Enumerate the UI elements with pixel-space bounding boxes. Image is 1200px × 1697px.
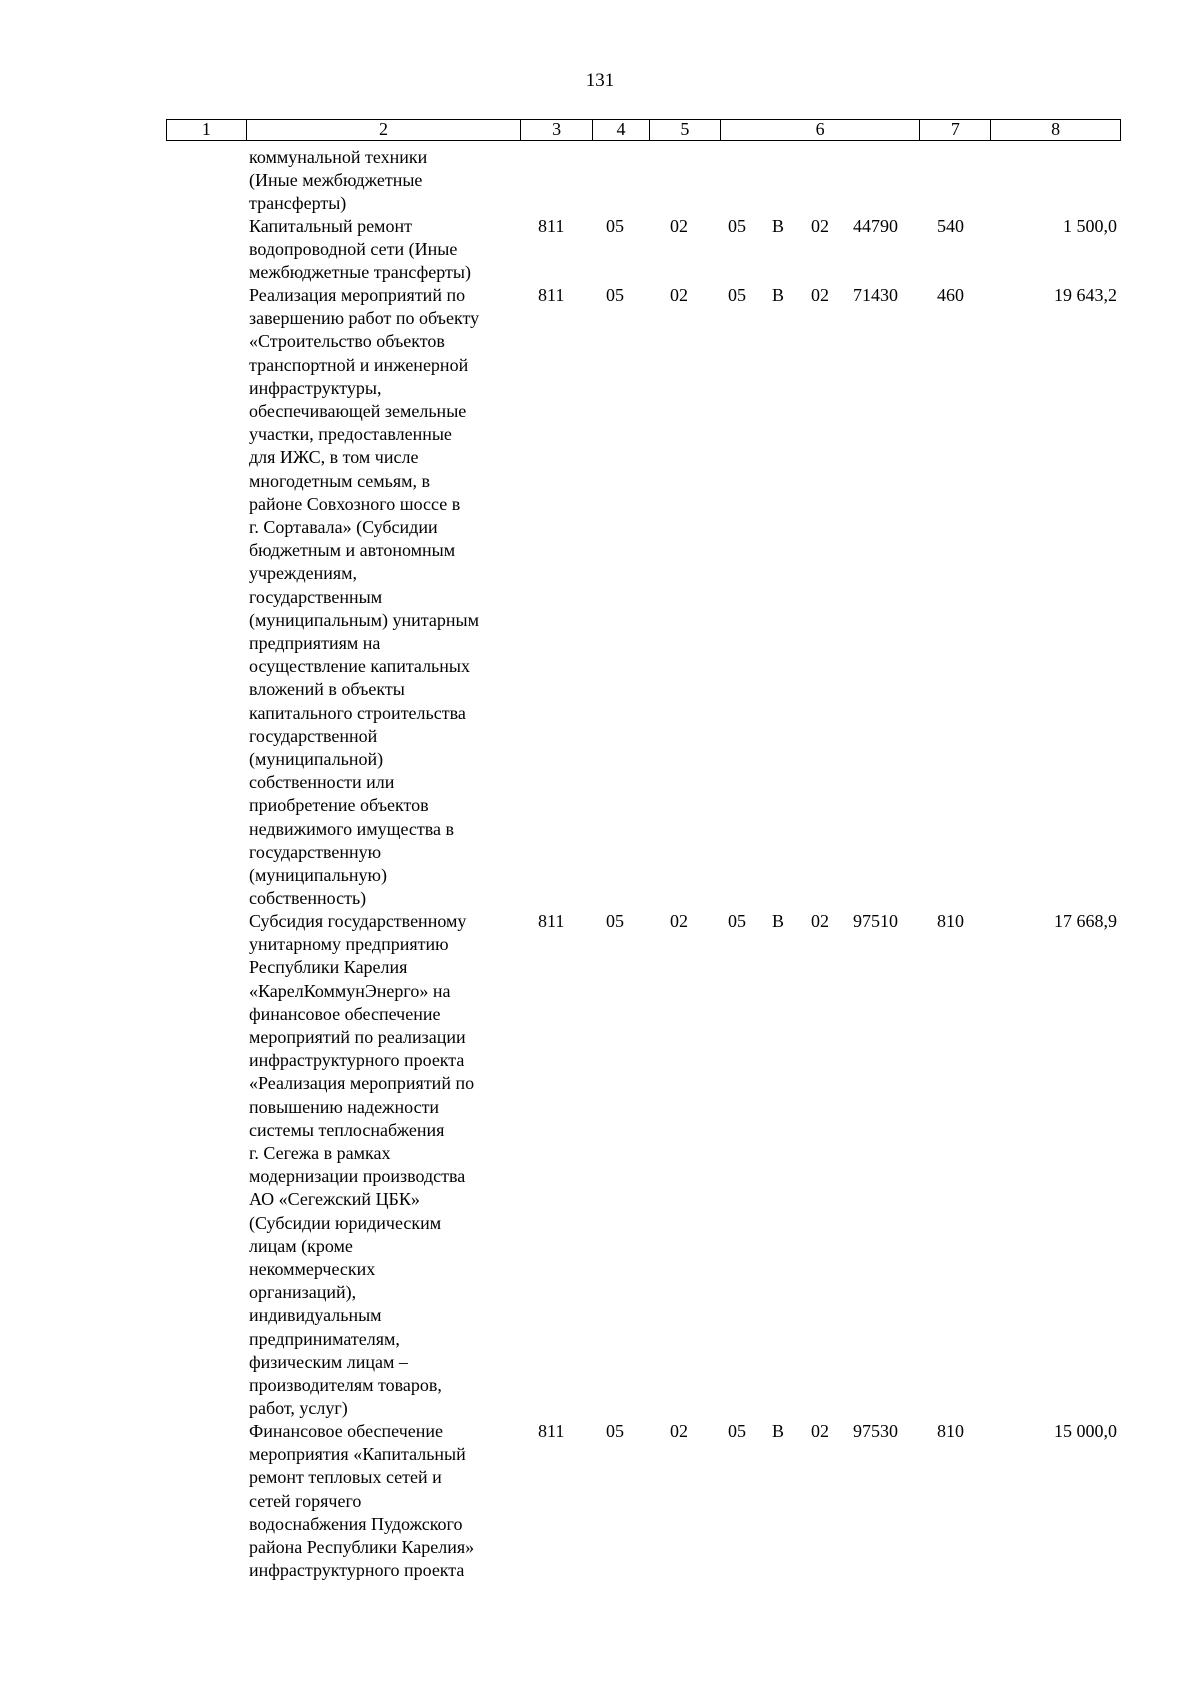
- col-6b-value: В: [772, 285, 785, 305]
- row-name: Субсидия государственному унитарному предприятию Республики Карелия «КарелКоммунЭнерго» на финансовое обеспечение мероприятий по реализации инфраструктурного проекта «Реализация мероприятий по повышению надежности системы теплоснабжения г. Сегежа в рамках модернизации производства АО «Сегежский ЦБК» (Субсидии юридическим лицам (кроме некоммерческих организаций), индивидуальным предпринимателям, физическим лицам – производителям товаров, работ, услуг): [249, 911, 475, 1419]
- col-7-value: 540: [937, 216, 964, 236]
- col-6d-value: 97530: [853, 1421, 898, 1441]
- col-5-value: 02: [670, 1421, 688, 1441]
- col-5-value: 02: [670, 911, 688, 931]
- col-6b-value: В: [772, 1421, 785, 1441]
- col-4-value: 05: [606, 911, 624, 931]
- col-6d-value: 71430: [853, 285, 898, 305]
- page-number: 131: [585, 70, 615, 91]
- col-8-value: 15 000,0: [1054, 1421, 1117, 1441]
- col-8-value: 19 643,2: [1054, 285, 1117, 305]
- col-6c-value: 02: [811, 1421, 829, 1441]
- col-3-value: 811: [538, 216, 565, 236]
- header-col-7: 7: [920, 120, 991, 140]
- row-name: Реализация мероприятий по завершению работ по объекту «Строительство объектов транспортной и инженерной инфраструктуры, обеспечивающей земельные участки, предоставленные для ИЖС, в том числе многодетным семьям, в районе Совхозного шоссе в г. Сортавала» (Субсидии бюджетным и автономным учреждениям, государственным (муниципальным) унитарным предприятиям на осуществление капитальных вложений в объекты капитального строительства государственной (муниципальной) собственности или приобретение объектов недвижимого имущества в государственную (муниципальную) собственность): [249, 285, 480, 909]
- col-6a-value: 05: [728, 1421, 746, 1441]
- col-6b-value: В: [772, 911, 785, 931]
- col-7-value: 460: [937, 285, 964, 305]
- col-8-value: 1 500,0: [1063, 216, 1117, 236]
- col-6a-value: 05: [728, 911, 746, 931]
- col-7-value: 810: [937, 911, 964, 931]
- col-4-value: 05: [606, 1421, 624, 1441]
- col-6a-value: 05: [728, 216, 746, 236]
- table-header: [166, 119, 1121, 141]
- header-col-4: 4: [593, 120, 650, 140]
- header-col-1: 1: [167, 120, 247, 140]
- col-7-value: 810: [937, 1421, 964, 1441]
- col-3-value: 811: [538, 285, 565, 305]
- col-6a-value: 05: [728, 285, 746, 305]
- col-6d-value: 44790: [853, 216, 898, 236]
- col-3-value: 811: [538, 1421, 565, 1441]
- col-6c-value: 02: [811, 911, 829, 931]
- col-3-value: 811: [538, 911, 565, 931]
- col-5-value: 02: [670, 216, 688, 236]
- col-6b-value: В: [772, 216, 785, 236]
- col-8-value: 17 668,9: [1054, 911, 1117, 931]
- col-4-value: 05: [606, 216, 624, 236]
- header-col-3: 3: [521, 120, 593, 140]
- col-4-value: 05: [606, 285, 624, 305]
- col-5-value: 02: [670, 285, 688, 305]
- col-6c-value: 02: [811, 285, 829, 305]
- header-col-5: 5: [650, 120, 721, 140]
- row-name: Капитальный ремонт водопроводной сети (Иные межбюджетные трансферты): [249, 216, 471, 283]
- header-col-6: 6: [721, 120, 921, 140]
- col-6c-value: 02: [811, 216, 829, 236]
- row-name: коммунальной техники (Иные межбюджетные трансферты): [249, 147, 428, 214]
- header-col-8: 8: [1051, 119, 1061, 139]
- header-col-2: 2: [247, 120, 521, 140]
- row-name: Финансовое обеспечение мероприятия «Капитальный ремонт тепловых сетей и сетей горячего водоснабжения Пудожского района Республики Карелия» инфраструктурного проекта: [249, 1421, 475, 1581]
- col-6d-value: 97510: [853, 911, 898, 931]
